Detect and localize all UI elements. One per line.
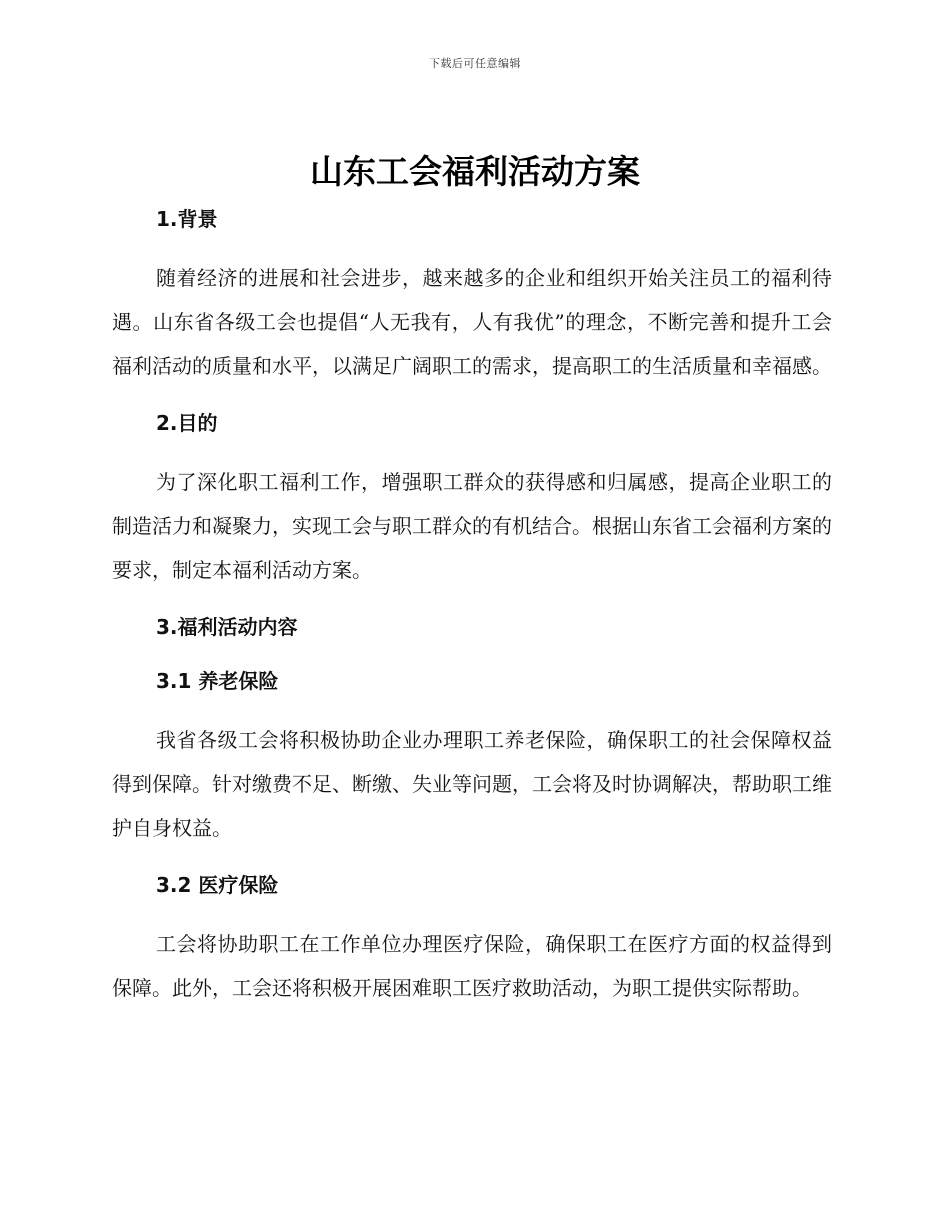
section-heading-purpose: 2.目的 bbox=[156, 411, 218, 435]
section-heading-background: 1.背景 bbox=[156, 207, 218, 231]
header-note: 下载后可任意编辑 bbox=[429, 57, 521, 70]
section-heading-pension: 3.1 养老保险 bbox=[156, 669, 279, 693]
section-paragraph-purpose: 为了深化职工福利工作，增强职工群众的获得感和归属感，提高企业职工的制造活力和凝聚力，实现工会与职工群众的有机结合。根据山东省工会福利方案的要求，制定本福利活动方案。 bbox=[112, 470, 832, 582]
section-paragraph-background: 随着经济的进展和社会进步，越来越多的企业和组织开始关注员工的福利待遇。山东省各级工会也提倡“人无我有，人有我优”的理念，不断完善和提升工会福利活动的质量和水平，以满足广阔职工的需求，提高职工的生活质量和幸福感。 bbox=[112, 266, 832, 378]
section-paragraph-pension: 我省各级工会将积极协助企业办理职工养老保险，确保职工的社会保障权益得到保障。针对缴费不足、断缴、失业等问题，工会将及时协调解决，帮助职工维护自身权益。 bbox=[112, 728, 832, 840]
section-heading-content: 3.福利活动内容 bbox=[156, 615, 298, 639]
section-heading-medical: 3.2 医疗保险 bbox=[156, 873, 279, 897]
document-body bbox=[112, 202, 832, 1010]
section-paragraph-medical: 工会将协助职工在工作单位办理医疗保险，确保职工在医疗方面的权益得到保障。此外，工会还将积极开展困难职工医疗救助活动，为职工提供实际帮助。 bbox=[112, 932, 832, 1000]
document-title: 山东工会福利活动方案 bbox=[310, 152, 640, 191]
